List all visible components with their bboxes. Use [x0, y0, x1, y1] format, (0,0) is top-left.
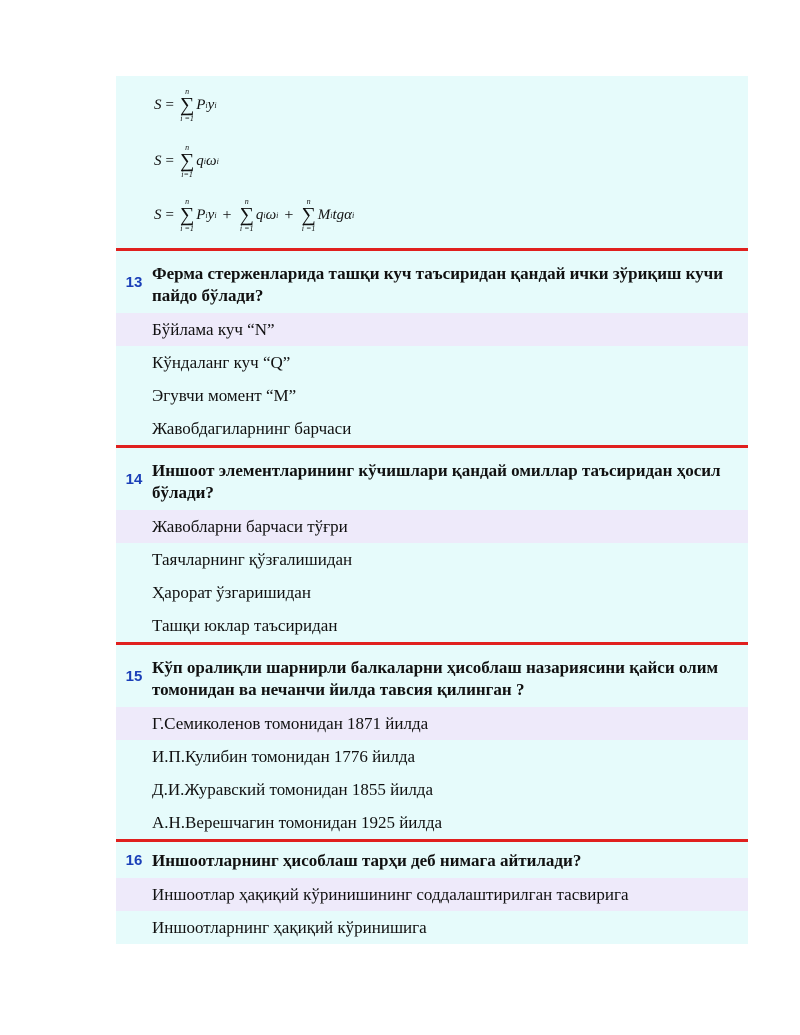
answer-text: Ташқи юклар таъсиридан [152, 615, 338, 635]
sigma-symbol: n ∑ i =1 [179, 197, 195, 233]
question-text: Кўп оралиқли шарнирли балкаларни ҳисоблаш назариясини қайси олим томонидан ва нечанчи йилда тавсия қилинган ? [152, 658, 719, 699]
formula-lhs: S [154, 153, 162, 169]
question-number: 16 [125, 852, 143, 869]
answer-text: Кўндаланг куч “Q” [152, 352, 291, 372]
question-16 [116, 842, 748, 878]
answer-option[interactable] [116, 543, 748, 576]
answer-text: Иншоотларнинг ҳақиқий кўринишига [152, 917, 427, 937]
question-15 [116, 645, 748, 707]
answer-option[interactable] [116, 576, 748, 609]
answer-text: Жавобдагиларнинг барчаси [152, 418, 352, 438]
question-13 [116, 251, 748, 313]
formula-block [116, 76, 748, 248]
formula-lhs: S [154, 207, 162, 223]
question-text: Иншоот элементларининг кўчишлари қандай омиллар таъсиридан ҳосил бўлади? [152, 461, 721, 502]
answer-option-correct[interactable] [116, 313, 748, 346]
sigma-symbol: n ∑ i =1 [239, 197, 254, 233]
question-14 [116, 448, 748, 510]
answer-option[interactable] [116, 740, 748, 773]
sigma-symbol: n ∑ i =1 [179, 87, 195, 123]
answer-text: И.П.Кулибин томонидан 1776 йилда [152, 746, 416, 766]
formula-s-combined: S = n ∑ i =1 P i y i + n ∑ i =1 q i ω i + n ∑ i =1 M i tgα i [154, 197, 355, 233]
answer-text: Жавобларни барчаси тўғри [152, 516, 348, 536]
answer-option-correct[interactable] [116, 707, 748, 740]
answer-text: Г.Семиколенов томонидан 1871 йилда [152, 713, 429, 733]
question-text: Иншоотларнинг ҳисоблаш тарҳи деб нимага айтилади? [152, 851, 582, 870]
answer-option[interactable] [116, 346, 748, 379]
formula-lhs: S [154, 97, 162, 113]
answer-text: Иншоотлар ҳақиқий кўринишининг соддалаштирилган тасвирига [152, 884, 629, 904]
answer-option[interactable] [116, 911, 748, 944]
answer-option-correct[interactable] [116, 878, 748, 911]
answer-option[interactable] [116, 806, 748, 839]
answer-text: Таячларнинг қўзғалишидан [152, 549, 353, 569]
question-number: 13 [125, 274, 143, 291]
question-text: Ферма стерженларида ташқи куч таъсиридан қандай ички зўриқиш кучи пайдо бўлади? [152, 264, 724, 305]
answer-text: А.Н.Верешчагин томонидан 1925 йилда [152, 812, 443, 832]
answer-option[interactable] [116, 773, 748, 806]
answer-option[interactable] [116, 379, 748, 412]
answer-text: Ҳарорат ўзгаришидан [152, 582, 311, 602]
sigma-symbol: n ∑ i=1 [179, 143, 195, 179]
answer-option[interactable] [116, 609, 748, 642]
question-number: 14 [125, 471, 143, 488]
answer-text: Бўйлама куч “N” [152, 319, 275, 339]
answer-text: Эгувчи момент “M” [152, 385, 297, 405]
answer-option-correct[interactable] [116, 510, 748, 543]
answer-text: Д.И.Журавский томонидан 1855 йилда [152, 779, 433, 799]
sigma-symbol: n ∑ i =1 [301, 197, 316, 233]
test-sheet [116, 76, 748, 944]
formula-s-sum-q-omega: S = n ∑ i=1 q i ω i [154, 143, 219, 179]
answer-option[interactable] [116, 412, 748, 445]
formula-s-sum-p-y: S = n ∑ i =1 P i y i [154, 87, 217, 123]
question-number: 15 [125, 668, 143, 685]
